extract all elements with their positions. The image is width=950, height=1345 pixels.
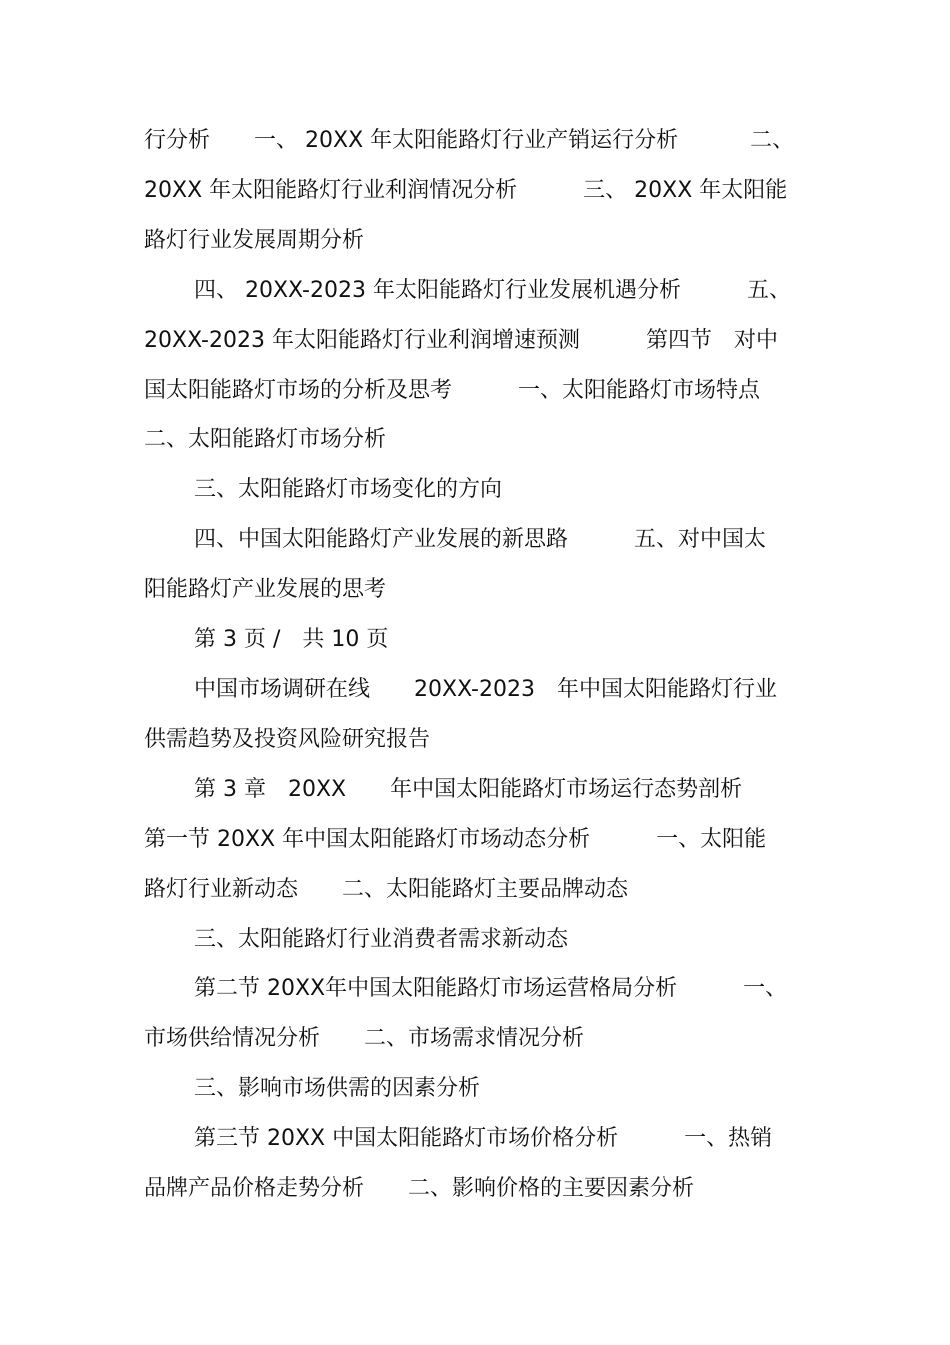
text-line <box>144 865 804 915</box>
text-line <box>144 515 804 565</box>
text-line <box>144 266 804 316</box>
text-line <box>144 915 804 965</box>
text-line <box>144 815 804 865</box>
text-segment: 四、 20XX-2023 年太阳能路灯行业发展机遇分析 <box>194 277 681 303</box>
text-segment: 第三节 20XX 中国太阳能路灯市场价格分析 <box>194 1126 619 1152</box>
text-segment: 20XX-2023 年太阳能路灯行业利润增速预测 <box>144 327 580 353</box>
document-body <box>144 116 804 1214</box>
text-segment: 阳能路灯产业发展的思考 <box>144 577 387 603</box>
text-segment: 第二节 20XX年中国太阳能路灯市场运营格局分析 <box>194 976 678 1002</box>
text-segment: 对中 <box>733 327 778 353</box>
text-segment: 四、中国太阳能路灯产业发展的新思路 <box>194 527 569 553</box>
text-segment: 二、 <box>750 128 795 153</box>
text-segment: 第四节 <box>645 327 712 353</box>
text-segment: 国太阳能路灯市场的分析及思考 <box>144 377 453 403</box>
text-segment: 一、热销 <box>684 1126 773 1152</box>
text-segment: 二、太阳能路灯市场分析 <box>144 427 387 453</box>
text-segment: 20XX 年太阳能路灯行业利润情况分析 <box>144 177 518 203</box>
text-segment: 第一节 20XX 年中国太阳能路灯市场动态分析 <box>144 826 591 852</box>
text-segment: 第 3 页 / <box>194 627 281 653</box>
text-segment: 三、影响市场供需的因素分析 <box>194 1076 481 1102</box>
text-segment: 三、太阳能路灯市场变化的方向 <box>194 477 503 503</box>
chapter-heading <box>144 765 804 815</box>
page-number <box>144 615 804 665</box>
text-segment: 年中国太阳能路灯行业 <box>556 676 777 702</box>
text-segment: 行分析 <box>144 128 211 153</box>
text-segment: 品牌产品价格走势分析 <box>144 1176 365 1202</box>
text-line <box>144 1114 804 1164</box>
text-segment: 路灯行业新动态 <box>144 876 299 902</box>
text-line <box>144 964 804 1014</box>
text-segment: 一、 <box>743 976 788 1002</box>
text-segment: 年中国太阳能路灯市场运行态势剖析 <box>390 776 743 802</box>
text-segment: 20XX <box>287 776 347 802</box>
text-segment: 第 3 章 <box>194 776 266 802</box>
text-line <box>144 465 804 515</box>
text-line <box>144 116 804 166</box>
text-line <box>144 166 804 216</box>
text-segment: 中国市场调研在线 <box>194 676 371 702</box>
text-line <box>144 415 804 465</box>
text-line <box>144 1064 804 1114</box>
text-segment: 二、市场需求情况分析 <box>364 1026 585 1052</box>
text-segment: 供需趋势及投资风险研究报告 <box>144 726 431 752</box>
text-segment: 路灯行业发展周期分析 <box>144 227 365 253</box>
text-line <box>144 565 804 615</box>
text-line <box>144 316 804 366</box>
text-segment: 市场供给情况分析 <box>144 1026 321 1052</box>
text-line <box>144 366 804 416</box>
text-segment: 一、太阳能路灯市场特点 <box>518 377 761 403</box>
text-segment: 共 10 页 <box>302 627 389 653</box>
text-segment: 20XX-2023 <box>414 676 535 702</box>
text-segment: 五、对中国太 <box>634 527 767 553</box>
text-segment: 五、 <box>746 277 791 303</box>
text-segment: 三、 20XX 年太阳能 <box>583 177 788 203</box>
text-line <box>144 216 804 266</box>
text-segment: 二、影响价格的主要因素分析 <box>408 1176 695 1202</box>
report-header <box>144 715 804 765</box>
text-segment: 二、太阳能路灯主要品牌动态 <box>342 876 629 902</box>
report-header <box>144 665 804 715</box>
text-line <box>144 1164 804 1214</box>
text-segment: 一、 20XX 年太阳能路灯行业产销运行分析 <box>254 128 679 153</box>
text-segment: 一、太阳能 <box>656 826 767 852</box>
text-segment: 三、太阳能路灯行业消费者需求新动态 <box>194 926 569 952</box>
text-line <box>144 1014 804 1064</box>
